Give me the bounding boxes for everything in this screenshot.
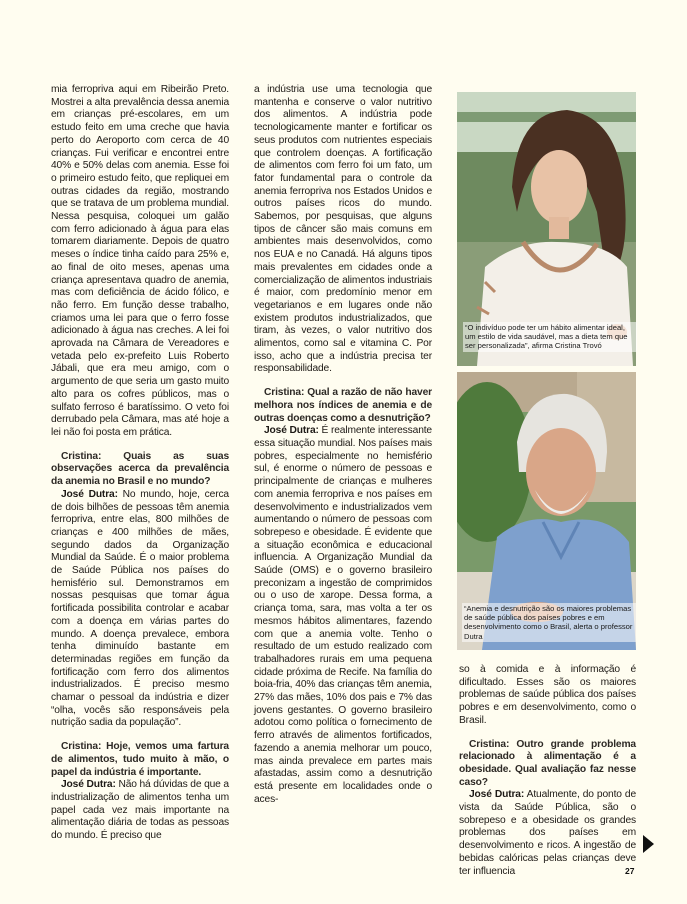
answer-text: No mundo, hoje, cerca de dois bilhões de pessoas têm anemia ferropriva, entre elas, 800 milhões de crianças e 400 milhões de mães, segundo dados da Organização Mundial da Saúde. É o maior problema de Saúde Pública nos países do hemisfério sul. Demonstramos em nossas pesquisas que tomar água fortificada possibilita controlar e acabar com a doença em várias partes do mundo. A doença prevalece, embora tenha diminuído bastante em determinadas regiões em função da fortificação com ferro dos alimentos industrializados. É preciso mesmo chamar o pessoal da indústria e dizer “olha, vocês são responsáveis pela nutrição sadia da população”. [51,488,229,729]
article-column-3 [459,664,636,878]
interview-answer [459,789,636,878]
interview-question: Cristina: Outro grande problema relacionado à alimentação é a obesidade. Qual avaliação faz nesse caso? [459,738,636,788]
interview-question: Cristina: Quais as suas observações acerca da prevalência da anemia no Brasil e no mundo? [51,450,229,488]
interview-question: Cristina: Qual a razão de não haver melhora nos índices de anemia e de outras doenças como a desnutrição? [254,387,432,424]
paragraph: a indústria use uma tecnologia que mantenha e conserve o valor nutritivo dos alimentos. A indústria pode tecnologicamente manter e fortificar os seus produtos com nutrientes especiais que controlem doenças. A fortificação de alimentos com ferro foi um fato, um fator fundamental para o controle da anemia ferropriva nos Estados Unidos e outros países ricos do mundo. Sabemos, por pesquisas, que alguns tipos de câncer são mais comuns em ambientes mais desenvolvidos, como nos EUA e no Canadá. Há alguns tipos mais prevalentes em cidades onde a comercialização de alimentos industriais é maior, com predomínio menor em vegetarianos e em lugares onde não existem produtos industrializados, que tiram, às vezes, o valor nutritivo dos alimentos, como sal e vitamina C. Por isso, acho que a indústria precisa ter responsabilidade. [254,84,432,375]
paragraph: so à comida e à informação é dificultado. Esses são os maiores problemas de saúde pública dos países pobres e em desenvolvimento, como o Brasil. [459,664,636,726]
speaker-name: José Dutra: [61,779,116,791]
speaker-name: José Dutra: [469,789,525,801]
paragraph: mia ferropriva aqui em Ribeirão Preto. Mostrei a alta prevalência dessa anemia em crianças pré-escolares, em um estudo feito em uma creche que havia perto do Aeroporto com cerca de 40 crianças. Fui verificar e encontrei entre 40% e 50% delas com anemia. Esse foi o primeiro estudo feito, que repliquei em outras cidades da região, mostrando que se tratava de um problema mundial. Nessa pesquisa, coloquei um galão com ferro adicionado à água para elas tomarem diariamente. Depois de quatro meses o índice tinha caído para 25% e, ao final de oito meses, apenas uma criança apresentava quadro de anemia, mas com deficiência de ácido fólico, e não ferro. Em função desse trabalho, criamos uma lei para que o ferro fosse adicionado à água nas creches. A lei foi aprovada na Câmara de Vereadores e vetada pelo ex-prefeito Luis Roberto Jábali, que era meu amigo, com o argumento de que seria um gasto muito alto para os cofres públicos, mas o sulfato ferroso é baratíssimo. O veto foi derrubado pela Câmara, mas até hoje a lei não foi posta em prática. [51,84,229,438]
answer-text: Atualmente, do ponto de vista da Saúde Pública, são o sobrepeso e a obesidade os grandes problemas dos países em desenvolvimento e ricos. A ingestão de bebidas calóricas pelas crianças deve ter influencia [459,789,636,877]
continue-arrow-icon [643,835,654,853]
photo-caption: “O indivíduo pode ter um hábito alimentar ideal, um estilo de vida saudável, mas a dieta tem que ser personalizada”, afirma Cristina Trovó [463,322,637,352]
interview-answer [51,489,229,730]
article-column-1 [51,84,229,843]
interview-answer [51,779,229,843]
page-number: 27 [625,866,635,876]
article-column-2 [254,84,432,806]
speaker-name: José Dutra: [264,425,319,437]
answer-text: Não há dúvidas de que a industrialização de alimentos tenha um papel cada vez mais importante na alimentação diária de todas as pessoas do mundo. É preciso que [51,779,229,842]
answer-text: É realmente interessante essa situação mundial. Nos países mais pobres, especialmente no hemisfério sul, é enorme o número de pessoas e principalmente de crianças e mulheres com anemia ferropriva e nos países em desenvolvimento e industrializados vem aumentando o número de pessoas com sobrepeso e obesidade. É evidente que a situação econômica e educacional influencia. A Organização Mundial da Saúde (OMS) e o governo brasileiro preconizam a ingestão de comprimidos ou o uso de xarope. Dessa forma, a criança toma, sara, mas volta a ter os mesmos hábitos alimentares, fazendo com que a anemia volte. Tenho o resultado de um estudo realizado com trabalhadores rurais em uma pequena cidade próxima de Recife. Na família do boia-fria, 40% das crianças têm anemia, 27% das mães, 10% dos pais e 7% das jovens gestantes. O governo brasileiro adotou como política o fornecimento de ferro através de alimentos fortificados, fazendo a anemia melhorar um pouco, mas ainda prevalece em partes mais afastadas, assim como a desnutrição está presente em localidades onde o aces- [254,425,432,805]
photo-caption: “Anemia e desnutrição são os maiores problemas de saúde pública dos países pobres e em desenvolvimento como o Brasil, alerta o professor Dutra [462,603,636,642]
interview-answer [254,425,432,806]
speaker-name: José Dutra: [61,488,118,500]
interview-question: Cristina: Hoje, vemos uma fartura de alimentos, tudo muito à mão, o papel da indústria é importante. [51,741,229,778]
